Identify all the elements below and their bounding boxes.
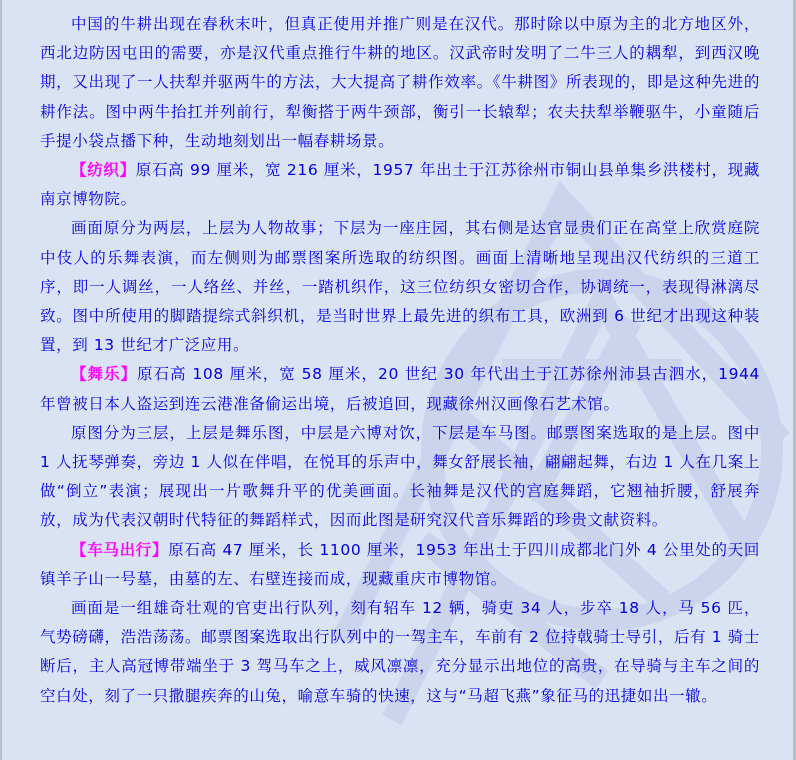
- paragraph-chema-intro: [40, 536, 760, 594]
- paragraph-text: 画面是一组雄奇壮观的官吏出行队列，刻有轺车 12 辆，骑吏 34 人，步卒 18 人，马 56 匹，气势磅礴，浩浩荡荡。邮票图案选取出行队列中的一驾主车，车前有 2 位持戟骑士导引，后有 1 骑士断后，主人高冠博带端坐于 3 驾马车之上，威风凛凛，充分显示出地位的高贵，在导骑与主车之间的空白处，刻了一只撒腿疾奔的山兔，喻意车骑的快速，这与“马超飞燕”象征马的迅捷如出一辙。: [40, 599, 760, 705]
- section-tag-chema: 【车马出行】: [71, 540, 169, 559]
- paragraph-text: 中国的牛耕出现在春秋末叶，但真正使用并推广则是在汉代。那时除以中原为主的北方地区外，西北边防因屯田的需要，亦是汉代重点推行牛耕的地区。汉武帝时发明了二牛三人的耦犁，到西汉晚期，又出现了一人扶犁并驱两牛的方法，大大提高了耕作效率。《牛耕图》所表现的，即是这种先进的耕作法。图中两牛抬扛并列前行，犁衡搭于两牛颈部，衡引一长辕犁；农夫扶犁举鞭驱牛，小童随后手提小袋点播下种，生动地刻划出一幅春耕场景。: [40, 15, 760, 150]
- paragraph-text: 原图分为三层，上层是舞乐图，中层是六博对饮，下层是车马图。邮票图案选取的是上层。图中 1 人抚琴弹奏，旁边 1 人似在伴唱，在悦耳的乐声中，舞女舒展长袖，翩翩起舞，右边 1 人在几案上做“倒立”表演；展现出一片歌舞升平的优美画面。长袖舞是汉代的宫庭舞蹈，它翘袖折腰，舒展奔放，成为代表汉朝时代特征的舞蹈样式，因而此图是研究汉代音乐舞蹈的珍贵文献资料。: [40, 423, 760, 530]
- paragraph-text: 原石高 108 厘米，宽 58 厘米，20 世纪 30 年代出土于江苏徐州沛县古泗水，1944 年曾被日本人盗运到连云港准备偷运出境，后被追回，现藏徐州汉画像石艺术馆。: [40, 365, 760, 413]
- section-tag-wuyue: 【舞乐】: [71, 365, 137, 384]
- paragraph-fangzhi-desc: [40, 214, 760, 360]
- paragraph-text: 原石高 99 厘米，宽 216 厘米，1957 年出土于江苏徐州市铜山县单集乡洪楼村，现藏南京博物院。: [40, 161, 760, 209]
- paragraph-fangzhi-intro: [40, 156, 760, 214]
- paragraph-text: 原石高 47 厘米，长 1100 厘米，1953 年出土于四川成都北门外 4 公里处的天回镇羊子山一号墓，由墓的左、右壁连接而成，现藏重庆市博物馆。: [40, 540, 761, 588]
- paragraph-niugeng: [40, 10, 760, 156]
- paragraph-text: 画面原分为两层，上层为人物故事；下层为一座庄园，其右侧是达官显贵们正在高堂上欣赏庭院中伎人的乐舞表演，而左侧则为邮票图案所选取的纺织图。画面上清晰地呈现出汉代纺织的三道工序，即一人调丝，一人络丝、并丝，一踏机织作，这三位纺织女密切合作，协调统一，表现得淋漓尽致。图中所使用的脚踏提综式斜织机，是当时世界上最先进的织布工具，欧洲到 6 世纪才出现这种装置，到 13 世纪才广泛应用。: [40, 219, 760, 355]
- paragraph-wuyue-intro: [40, 360, 760, 418]
- paragraph-wuyue-desc: [40, 419, 760, 536]
- paragraph-chema-desc: [40, 594, 760, 711]
- article-body: [40, 10, 760, 711]
- section-tag-fangzhi: 【纺织】: [71, 161, 136, 180]
